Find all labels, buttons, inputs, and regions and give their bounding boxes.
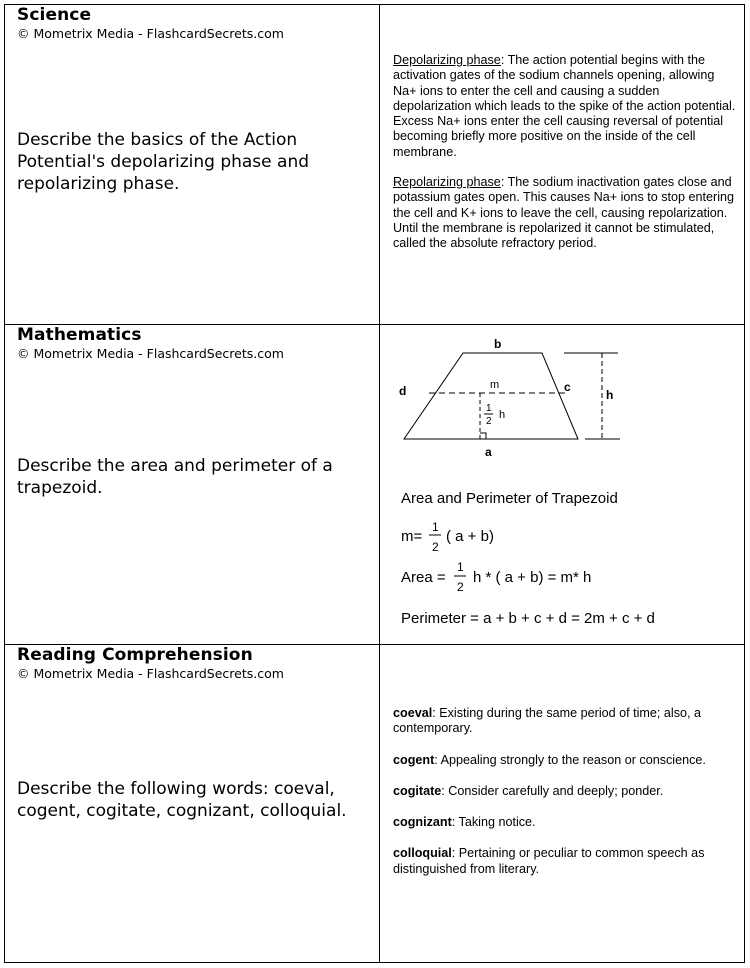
- repolarizing-description: : The sodium inactivation gates close and potassium gates open. This causes Na+ ions to stop entering the cell and K+ ions to leave the cell, causing repolarization. Until the membrane is repolarized it cannot be stimulated, called the absolute refractory period.: [393, 175, 735, 251]
- label-h: h: [606, 388, 614, 402]
- label-a: a: [485, 445, 492, 459]
- area-formula-numerator: 1: [457, 560, 464, 574]
- repolarizing-term: Repolarizing phase: [393, 175, 501, 190]
- question-text: Describe the following words: coeval, cogent, cogitate, cognizant, colloquial.: [17, 779, 347, 821]
- trapezoid-figure: [380, 325, 745, 644]
- m-formula-denominator: 2: [432, 540, 439, 554]
- right-angle-mark: [480, 433, 486, 439]
- depolarizing-term: Depolarizing phase: [393, 53, 501, 67]
- definitions-list: [393, 706, 738, 893]
- subject-title: Science: [17, 5, 92, 25]
- definition-item: [393, 815, 738, 830]
- subject-title: Reading Comprehension: [17, 645, 253, 665]
- half-denominator: 2: [486, 416, 492, 427]
- definition-item: [393, 784, 738, 799]
- reading-answer-cell: [380, 645, 745, 964]
- label-m: m: [490, 379, 500, 391]
- definition-text: : Pertaining or peculiar to common speech as distinguished from literary.: [393, 846, 705, 876]
- definition-text: : Taking notice.: [451, 815, 536, 830]
- half-numerator: 1: [486, 403, 492, 414]
- label-d: d: [399, 384, 407, 398]
- subject-title: Mathematics: [17, 325, 142, 345]
- formula-title: Area and Perimeter of Trapezoid: [401, 490, 618, 507]
- copyright-line: © Mometrix Media - FlashcardSecrets.com: [17, 666, 284, 681]
- depolarizing-paragraph: [393, 53, 738, 160]
- question-text: Describe the area and perimeter of a trapezoid.: [17, 456, 333, 498]
- definition-term: cognizant: [393, 815, 452, 830]
- definition-term: cogent: [393, 752, 435, 767]
- label-c: c: [564, 380, 571, 394]
- area-formula-denominator: 2: [457, 580, 464, 594]
- repolarizing-paragraph: [393, 175, 738, 251]
- m-formula-rhs: ( a + b): [446, 528, 494, 545]
- definition-text: : Consider carefully and deeply; ponder.: [441, 783, 664, 798]
- half-h-label: h: [499, 409, 506, 421]
- definition-term: colloquial: [393, 846, 452, 861]
- definition-term: coeval: [393, 706, 433, 720]
- copyright-line: © Mometrix Media - FlashcardSecrets.com: [17, 346, 284, 361]
- science-question-cell: [5, 5, 375, 324]
- definition-text: : Appealing strongly to the reason or conscience.: [434, 752, 706, 767]
- definition-item: [393, 706, 738, 737]
- label-b: b: [494, 337, 502, 351]
- reading-question-cell: [5, 645, 375, 964]
- m-formula-numerator: 1: [432, 520, 439, 534]
- science-answer-cell: [380, 5, 745, 324]
- definition-item: [393, 846, 738, 877]
- math-answer-cell: [380, 325, 745, 644]
- definition-text: : Existing during the same period of time; also, a contemporary.: [393, 706, 702, 736]
- depolarizing-description: : The action potential begins with the activation gates of the sodium channels opening, allowing Na+ ions to enter the cell and causing a sudden depolarization which leads to the spike of the action potential. Excess Na+ ions enter the cell causing reversal of potential becoming briefly more positive on the inside of the cell membrane.: [393, 53, 736, 159]
- question-text: Describe the basics of the Action Potential's depolarizing phase and repolarizing phase.: [17, 130, 310, 194]
- copyright-line: © Mometrix Media - FlashcardSecrets.com: [17, 26, 284, 41]
- answer-text: [393, 53, 738, 267]
- definition-item: [393, 753, 738, 768]
- flashcard-sheet: [4, 4, 745, 963]
- area-formula-lhs: Area =: [401, 569, 446, 586]
- m-formula-lhs: m=: [401, 528, 423, 545]
- definition-term: cogitate: [393, 783, 442, 798]
- area-formula-rhs: h * ( a + b) = m* h: [473, 569, 592, 586]
- perimeter-formula: Perimeter = a + b + c + d = 2m + c + d: [401, 610, 655, 627]
- math-question-cell: [5, 325, 375, 644]
